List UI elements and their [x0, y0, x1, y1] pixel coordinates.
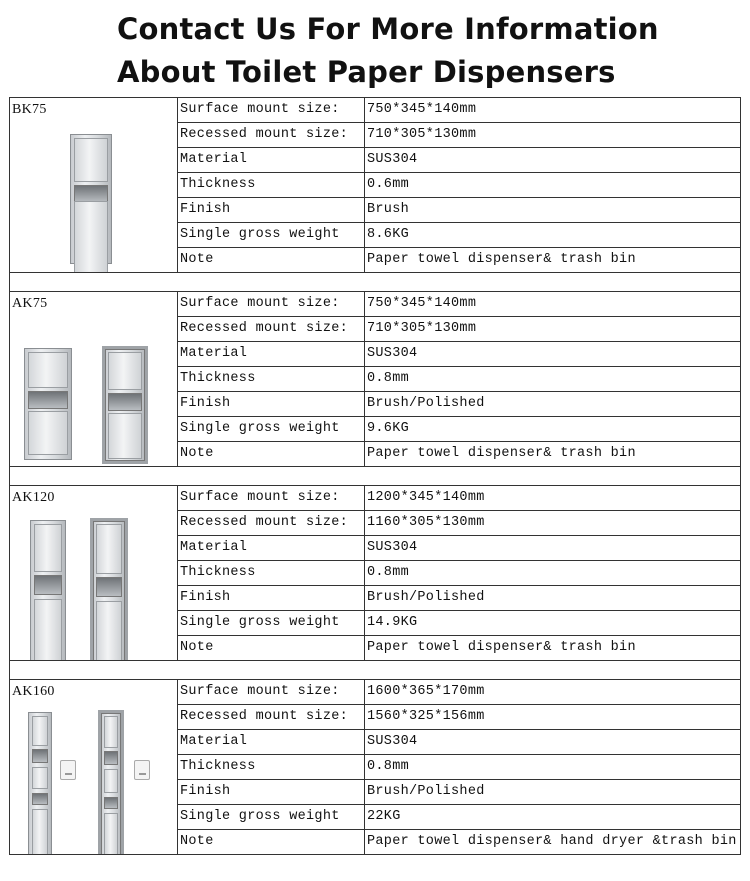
spec-value: 9.6KG	[365, 417, 741, 442]
spec-label: Material	[178, 730, 365, 755]
spacer-row	[10, 273, 741, 292]
model-cell	[10, 98, 178, 273]
spec-label: Surface mount size:	[178, 486, 365, 511]
title-line-1: Contact Us For More Information	[117, 12, 659, 46]
model-name: BK75	[12, 102, 47, 117]
model-cell	[10, 292, 178, 467]
model-name: AK160	[12, 684, 55, 699]
spec-value: 710*305*130mm	[365, 317, 741, 342]
spec-value: 14.9KG	[365, 611, 741, 636]
spec-label: Finish	[178, 780, 365, 805]
spec-row	[10, 486, 741, 511]
spec-label: Thickness	[178, 367, 365, 392]
spec-label: Surface mount size:	[178, 680, 365, 705]
spec-label: Note	[178, 248, 365, 273]
spec-label: Recessed mount size:	[178, 317, 365, 342]
spec-label: Recessed mount size:	[178, 123, 365, 148]
spec-value: Brush/Polished	[365, 780, 741, 805]
spec-value: 750*345*140mm	[365, 98, 741, 123]
dispenser-cabinet-picture	[102, 346, 148, 464]
spec-label: Recessed mount size:	[178, 511, 365, 536]
product-image	[12, 122, 175, 272]
product-image	[12, 510, 175, 660]
spec-label: Finish	[178, 392, 365, 417]
spec-label: Thickness	[178, 561, 365, 586]
hand-dryer-picture	[134, 760, 150, 780]
spec-value: Brush/Polished	[365, 392, 741, 417]
hand-dryer-picture	[60, 760, 76, 780]
dispenser-cabinet-picture	[90, 518, 128, 661]
spec-value: 8.6KG	[365, 223, 741, 248]
spec-value: Paper towel dispenser& trash bin	[365, 636, 741, 661]
spacer-row	[10, 661, 741, 680]
spec-row	[10, 98, 741, 123]
spec-value: SUS304	[365, 148, 741, 173]
spec-value: 1560*325*156mm	[365, 705, 741, 730]
page-title	[117, 8, 737, 94]
spec-label: Surface mount size:	[178, 292, 365, 317]
dispenser-cabinet-picture	[28, 712, 52, 855]
spec-label: Thickness	[178, 755, 365, 780]
spec-label: Thickness	[178, 173, 365, 198]
spec-label: Recessed mount size:	[178, 705, 365, 730]
spec-label: Material	[178, 148, 365, 173]
spec-label: Material	[178, 536, 365, 561]
spec-value: Brush	[365, 198, 741, 223]
spec-label: Finish	[178, 586, 365, 611]
spec-label: Note	[178, 636, 365, 661]
spec-value: 710*305*130mm	[365, 123, 741, 148]
spec-value: 1600*365*170mm	[365, 680, 741, 705]
spec-value: 750*345*140mm	[365, 292, 741, 317]
dispenser-cabinet-picture	[70, 134, 112, 264]
spec-label: Material	[178, 342, 365, 367]
product-image	[12, 316, 175, 466]
spec-value: SUS304	[365, 536, 741, 561]
spec-value: 0.8mm	[365, 367, 741, 392]
model-cell	[10, 486, 178, 661]
spec-label: Note	[178, 442, 365, 467]
spec-value: Paper towel dispenser& hand dryer &trash bin	[365, 830, 741, 855]
spec-value: 1200*345*140mm	[365, 486, 741, 511]
spec-value: 0.8mm	[365, 561, 741, 586]
spec-label: Single gross weight	[178, 223, 365, 248]
spec-label: Surface mount size:	[178, 98, 365, 123]
spec-value: SUS304	[365, 730, 741, 755]
spec-value: Paper towel dispenser& trash bin	[365, 442, 741, 467]
spec-label: Note	[178, 830, 365, 855]
spec-table	[9, 97, 741, 855]
dispenser-cabinet-picture	[24, 348, 72, 460]
spec-value: 0.8mm	[365, 755, 741, 780]
spec-value: 0.6mm	[365, 173, 741, 198]
spec-value: 1160*305*130mm	[365, 511, 741, 536]
spec-row	[10, 680, 741, 705]
spec-value: Brush/Polished	[365, 586, 741, 611]
title-line-2: About Toilet Paper Dispensers	[117, 55, 616, 89]
spec-value: SUS304	[365, 342, 741, 367]
spec-label: Single gross weight	[178, 417, 365, 442]
product-image	[12, 704, 175, 854]
spec-value: Paper towel dispenser& trash bin	[365, 248, 741, 273]
spec-label: Finish	[178, 198, 365, 223]
spec-row	[10, 292, 741, 317]
dispenser-cabinet-picture	[30, 520, 66, 661]
spec-label: Single gross weight	[178, 805, 365, 830]
spacer-row	[10, 467, 741, 486]
dispenser-cabinet-picture	[98, 710, 124, 855]
model-cell	[10, 680, 178, 855]
spec-value: 22KG	[365, 805, 741, 830]
spec-label: Single gross weight	[178, 611, 365, 636]
model-name: AK75	[12, 296, 48, 311]
model-name: AK120	[12, 490, 55, 505]
